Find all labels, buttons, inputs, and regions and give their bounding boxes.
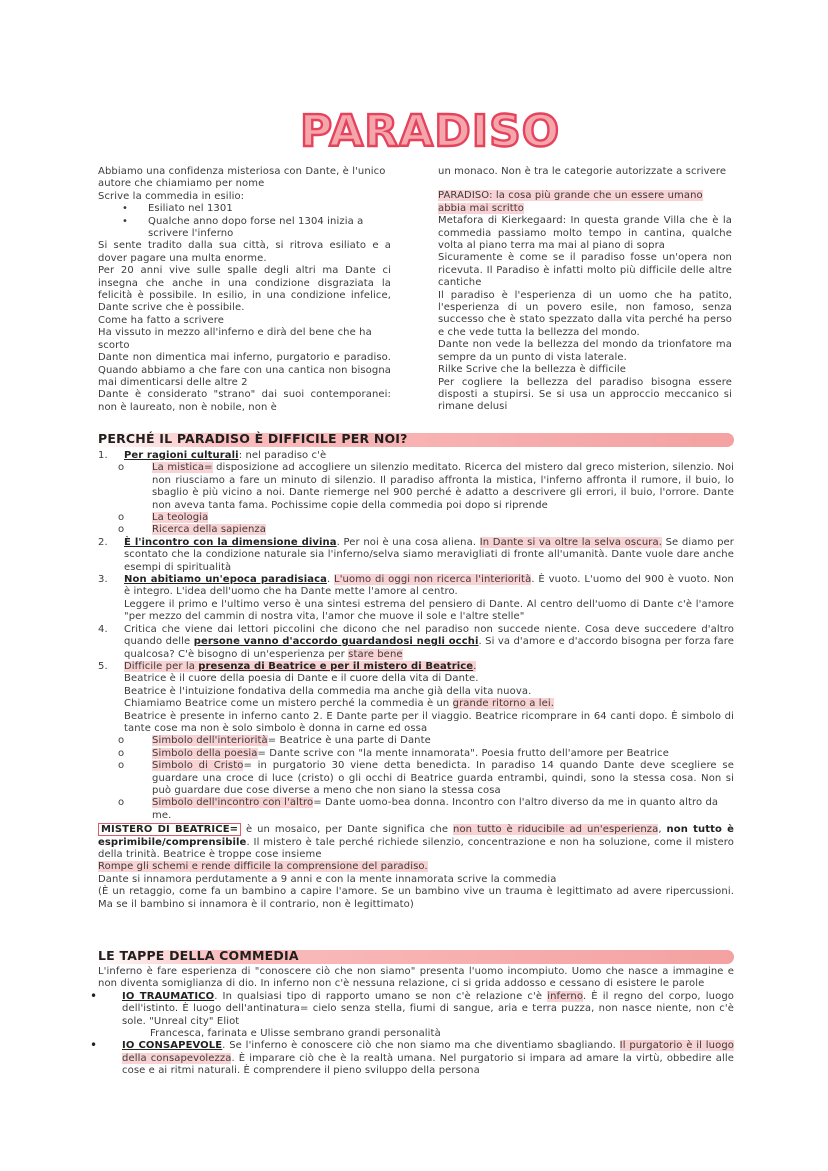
item-text: Critica che viene dai lettori piccolini che dicono che nel paradiso non succede niente. Cosa deve succedere d'altro quando delle	[124, 623, 734, 648]
paragraph: L'inferno è fare esperienza di "conoscere ciò che non siamo" presenta l'uomo incompiuto. Uomo che nasce a immagine e non diventa somiglianza di dio. In inferno non c'è nessuna relazione, ci si grida addosso e cessano di esistere le parole	[98, 966, 734, 990]
paragraph: Dante non dimentica mai inferno, purgatorio e paradiso. Quando abbiamo a che fare con una cantica non bisogna mai dimenticarsi delle altre 2	[98, 352, 391, 388]
item-text: . È imparare ciò che è la realtà umana. Nel purgatorio si impara ad amare la virtù, obbedire alle cose e ai ritmi naturali. È comprendere il pieno sviluppo della persona	[122, 1052, 735, 1077]
item-text: . Per noi è una cosa aliena.	[336, 536, 480, 548]
paragraph: (È un retaggio, come fa un bambino a capire l'amore. Se un bambino vive un trauma è legittimato ad avere ripercussioni. Ma se il bambino si innamora è il contrario, non è legittimato)	[98, 886, 734, 910]
left-column	[98, 166, 391, 414]
item-text: = in purgatorio 30 viene detta benedicta. In paradiso 14 quando Dante deve scegliere se guardare una croce di luce (cristo) o gli occhi di Beatrice guarda entrambi, quindi, sono la stessa cosa. Non si può guardare due cose diverse a meno che non siano la stessa cosa	[152, 760, 734, 796]
bullet-list	[98, 203, 391, 240]
sub-marker: o	[118, 735, 125, 747]
item-title: persone vanno d'accordo guardandosi negli occhi	[193, 636, 479, 648]
list-item	[90, 1038, 735, 1077]
section-body	[98, 450, 734, 911]
item-text: Francesca, farinata e Ulisse sembrano grandi personalità	[150, 1028, 441, 1040]
highlight-paragraph	[438, 190, 732, 215]
item-text: Beatrice è il cuore della poesia di Dante e il cuore della vita di Dante.	[124, 673, 479, 685]
item-title: Non abitiamo un'epoca paradisiaca	[124, 574, 327, 586]
paragraph: Rilke Scrive che la bellezza è difficile	[438, 364, 627, 376]
section-heading: PERCHÉ IL PARADISO È DIFFICILE PER NOI?	[98, 431, 408, 446]
list-item: • Esiliato nel 1301	[98, 203, 391, 215]
list-item	[98, 574, 734, 624]
highlight-text: L'uomo di oggi non ricerca l'interiorità	[334, 574, 532, 586]
highlight-text: non tutto è riducibile ad un'esperienza	[453, 824, 659, 836]
highlight-text: In Dante si va oltre la selva oscura.	[479, 536, 662, 548]
item-text: . È il regno del corpo, luogo dell'istinto. È luogo dell'antinatura= cielo senza stella, fiumi di sangue, aria e terra puzza, non nasce niente, non c'è sole. "Unreal city" Eliot	[122, 990, 734, 1027]
sub-item	[98, 797, 734, 822]
paragraph: Si sente tradito dalla sua città, si ritrova esiliato e a dover pagare una multa enorme.	[98, 240, 391, 264]
sub-marker: o	[118, 512, 125, 524]
sub-marker: o	[118, 760, 125, 772]
sub-marker: o	[118, 797, 125, 809]
page-title	[300, 104, 561, 160]
paragraph: Per 20 anni vive sulle spalle degli altri ma Dante ci insegna che anche in una condizione disgraziata la felicità è possibile. In esilio, in una condizione infelice, Dante scrive che è possibile.	[98, 265, 391, 314]
item-title: Per ragioni culturali	[124, 450, 239, 461]
sub-marker: o	[118, 747, 125, 759]
highlight-text: Simbolo dell'incontro con l'altro	[152, 797, 314, 809]
highlight-text: stare bene	[348, 648, 403, 660]
item-text: = Dante scrive con "la mente innamorata". Poesia frutto dell'amore per Beatrice	[257, 747, 669, 759]
list-item	[98, 450, 734, 462]
sub-item	[98, 462, 734, 512]
item-text: . Si va d'amore e d'accordo bisogna per forza fare qualcosa? C'è bisogno di un'esperienza per	[124, 636, 735, 660]
sub-item	[98, 748, 734, 760]
sub-item	[98, 760, 734, 797]
paragraph: Ha vissuto in mezzo all'inferno e dirà del bene che ha scorto	[98, 327, 372, 351]
item-text: è un mosaico, per Dante significa che	[241, 824, 453, 836]
item-text: ,	[658, 824, 667, 836]
item-text: Difficile per la	[124, 660, 199, 672]
boxed-term: MISTERO DI BEATRICE=	[98, 823, 241, 836]
list-item	[98, 537, 734, 574]
paragraph: Dante è considerato "strano" dai suoi contemporanei: non è laureato, non è nobile, non è	[98, 389, 391, 413]
item-text: Se diamo per scontato che la condizione naturale sia l'inferno/selva siamo meravigliati di fronte all'umanità. Dante vuole dare anche esempi di spiritualità	[124, 536, 734, 573]
paragraph: Metafora di Kierkegaard: In questa grande Villa che è la commedia passiamo molto tempo in cantina, qualche volta al piano terra ma mai al piano di sopra	[438, 215, 732, 252]
sub-marker: o	[118, 462, 125, 474]
item-text: Chiamiamo Beatrice come un mistero perché la commedia è un	[124, 698, 453, 710]
section-heading: LE TAPPE DELLA COMMEDIA	[98, 948, 299, 963]
highlight-text: inferno	[547, 990, 583, 1002]
item-text: disposizione ad accogliere un silenzio meditato. Ricerca del mistero dal greco misterion, silenzio. Noi non riusciamo a fare un minuto di silenzio. Il paradiso affronta la mistica, l'inferno affronta il rumore, il buio, lo sbaglio è più vicino a noi. Dante riemerge nel 900 perché è adatto a descrivere gli errori, il buio, l'orrore. Dante non aveva tanta fama. Pochissime copie della commedia poi dopo si riprende	[152, 462, 734, 511]
sub-marker: o	[118, 524, 125, 536]
highlight-text: Simbolo di Cristo	[152, 760, 244, 772]
mystery-paragraph	[98, 824, 734, 861]
list-item	[98, 661, 734, 735]
item-text: . In qualsiasi tipo di rapporto umano se non c'è relazione c'è	[214, 990, 548, 1002]
section-heading-band	[94, 433, 734, 447]
paragraph: Scrive la commedia in esilio:	[98, 190, 245, 202]
item-text: Beatrice è presente in inferno canto 2. E Dante parte per il viaggio. Beatrice ricomprare in 64 canti dopo. È simbolo di tante cose ma non è solo simbolo è donna in carne ed ossa	[124, 710, 734, 734]
item-text: = Dante uomo-bea donna. Incontro con l'altro diverso da me in quanto altro da me.	[152, 797, 719, 821]
list-number: 3.	[98, 574, 108, 586]
highlight-text	[124, 661, 476, 672]
item-text: . Il mistero è tale perché richiede silenzio, concentrazione e non ha soluzione, come il mistero della trinità. Beatrice è troppe cose insieme	[98, 836, 734, 860]
item-title: È l'incontro con la dimensione divina	[124, 536, 337, 548]
bullet-marker: •	[90, 1038, 98, 1053]
item-title: IO TRAUMATICO	[122, 990, 215, 1002]
sub-item	[98, 524, 734, 536]
highlight-text: Rompe gli schemi e rende difficile la comprensione del paradiso.	[98, 861, 428, 873]
item-text: .	[326, 574, 335, 586]
section-body	[90, 966, 735, 1078]
list-number: 2.	[98, 536, 108, 548]
item-text: = Beatrice è una parte di Dante	[267, 735, 431, 747]
paragraph: Sicuramente è come se il paradiso fosse un'opera non ricevuta. Il Paradiso è infatti molto più difficile delle altre cantiche	[438, 252, 732, 289]
list-number: 1.	[98, 450, 108, 461]
item-text: .	[473, 660, 477, 672]
list-number: 5.	[98, 660, 108, 672]
highlight-text: Il purgatorio è il luogo della consapevolezza	[122, 1040, 734, 1064]
item-text: Beatrice è l'intuizione fondativa della commedia ma anche già della vita nuova.	[124, 685, 532, 697]
right-column	[438, 166, 732, 414]
paragraph: Come ha fatto a scrivere	[98, 314, 225, 326]
item-text: Leggere il primo e l'ultimo verso è una sintesi estrema del pensiero di Dante. Al centro dell'uomo di Dante c'è l'amore "per mezzo del cammin di nostra vita, l'amor che muove il sole e l'altre stelle"	[124, 598, 734, 623]
paragraph: Abbiamo una confidenza misteriosa con Dante, è l'unico autore che chiamiamo per nome	[98, 166, 386, 190]
paragraph: un monaco. Non è tra le categorie autorizzate a scrivere	[438, 166, 727, 177]
sub-item	[98, 512, 734, 524]
bullet-marker: •	[90, 988, 98, 1003]
sub-item	[98, 735, 734, 747]
highlight-paragraph	[98, 861, 734, 873]
paragraph: Dante non vede la bellezza del mondo da trionfatore ma sempre da un punto di vista laterale.	[438, 339, 732, 363]
highlight-text: grande ritorno a lei.	[452, 698, 555, 710]
paragraph: Il paradiso è l'esperienza di un uomo che ha patito, l'esperienza di un povero esile, non famoso, senza successo che è stato spezzato dalla vita perché ha perso e che vede tutta la bellezza del mondo.	[438, 289, 732, 338]
section-heading-band	[94, 950, 734, 964]
item-title: presenza di Beatrice e per il mistero di Beatrice	[198, 660, 474, 672]
item-text: : nel paradiso c'è	[238, 450, 327, 461]
list-item	[90, 988, 734, 1041]
highlight-text: La mistica=	[152, 462, 213, 474]
paragraph: Per cogliere la bellezza del paradiso bisogna essere disposti a stupirsi. Se si usa un approccio meccanico si rimane delusi	[438, 376, 732, 413]
item-text: . Se l'inferno è conoscere ciò che non siamo ma che diventiamo sbagliando.	[222, 1040, 620, 1052]
paragraph: Dante si innamora perdutamente a 9 anni e con la mente innamorata scrive la commedia	[98, 873, 557, 885]
highlight-text: PARADISO: la cosa più grande che un essere umano abbia mai scritto	[438, 190, 703, 214]
list-number: 4.	[98, 623, 108, 635]
list-item: • Qualche anno dopo forse nel 1304 inizia a scrivere l'inferno	[98, 216, 391, 241]
highlight-text: Simbolo dell'interiorità	[152, 735, 268, 747]
item-text: . È vuoto. L'uomo del 900 è vuoto. Non è integro. L'idea dell'uomo che ha Dante mette l'amore al centro.	[124, 574, 734, 598]
highlight-text: Ricerca della sapienza	[152, 524, 266, 536]
highlight-text: Simbolo della poesia	[152, 747, 258, 759]
highlight-text: La teologia	[152, 512, 209, 524]
bold-text: non tutto è esprimibile/comprensibile	[98, 824, 734, 848]
list-item	[98, 624, 734, 661]
title-text: PARADISO	[300, 106, 561, 157]
item-title: IO CONSAPEVOLE	[122, 1040, 223, 1052]
